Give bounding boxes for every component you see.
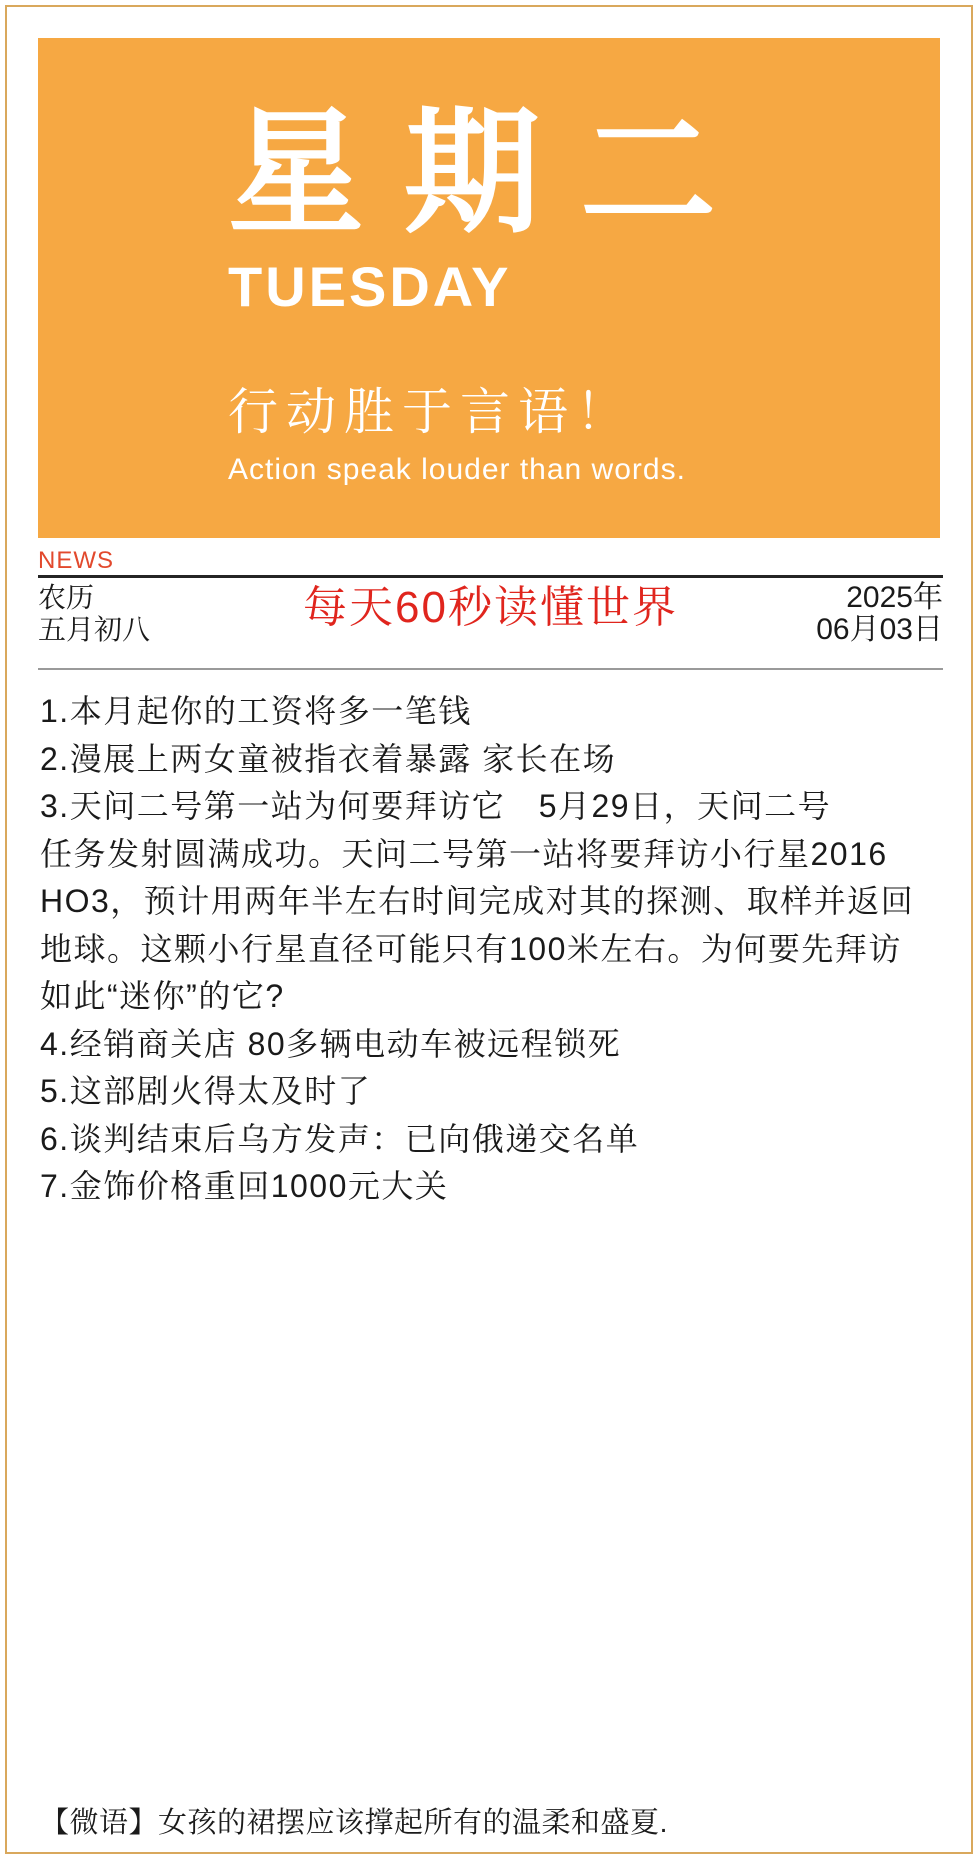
banner-content: [38, 38, 940, 484]
lunar-date-block: [38, 582, 223, 646]
news-section-label: NEWS: [38, 547, 114, 574]
news-line: 7.金饰价格重回1000元大关: [40, 1168, 449, 1204]
weekday-chinese: 星期二: [228, 97, 756, 249]
news-line: 地球。这颗小行星直径可能只有100米左右。为何要先拜访: [40, 930, 902, 967]
header-row: [38, 582, 943, 646]
gregorian-date-block: [758, 582, 943, 646]
news-line: 任务发射圆满成功。天问二号第一站将要拜访小行星2016: [40, 835, 888, 872]
divider-bottom: [38, 668, 943, 670]
lunar-label: 农历: [38, 582, 95, 613]
news-line: 1.本月起你的工资将多一笔钱: [40, 693, 472, 729]
news-line: 3.天问二号第一站为何要拜访它 5月29日，天问二号: [40, 788, 832, 824]
news-line: HO3，预计用两年半左右时间完成对其的探测、取样并返回: [40, 883, 915, 919]
date-year: 2025年: [846, 581, 943, 614]
lunar-date: 五月初八: [38, 614, 151, 645]
news-line: 如此“迷你”的它?: [40, 978, 285, 1014]
daily-quote: 【微语】女孩的裙摆应该撑起所有的温柔和盛夏.: [40, 1807, 669, 1839]
news-line: 4.经销商关店 80多辆电动车被远程锁死: [40, 1025, 622, 1062]
news-line: 2.漫展上两女童被指衣着暴露 家长在场: [40, 740, 617, 777]
news-list: [40, 688, 945, 1211]
motto-english: Action speak louder than words.: [228, 453, 686, 486]
motto-chinese: 行动胜于言语！: [228, 384, 634, 440]
news-line: 5.这部剧火得太及时了: [40, 1073, 372, 1109]
news-line: 6.谈判结束后乌方发声：已向俄递交名单: [40, 1120, 640, 1157]
weekday-english: TUESDAY: [228, 255, 512, 318]
page-title: 每天60秒读懂世界: [303, 583, 678, 632]
weekday-banner: [38, 38, 940, 538]
date-day: 06月03日: [816, 613, 943, 646]
divider-top: [38, 575, 943, 578]
